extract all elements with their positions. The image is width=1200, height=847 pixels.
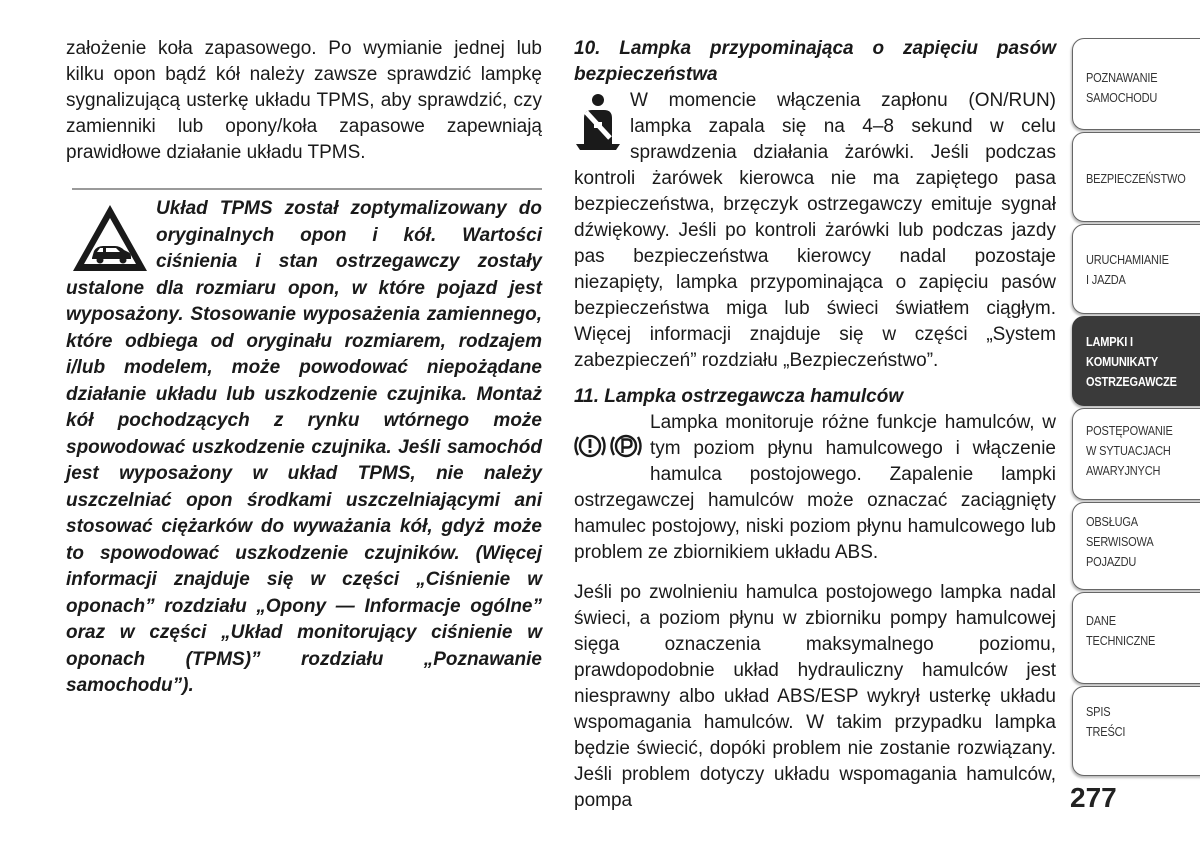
tab-uruchamianie-i-jazda[interactable] bbox=[1072, 224, 1200, 314]
warning-divider bbox=[72, 188, 542, 190]
warning-triangle-car-icon bbox=[70, 202, 150, 274]
tab-label-line2: SERWISOWA bbox=[1086, 535, 1154, 549]
tab-lampki-i-komunikaty[interactable] bbox=[1072, 316, 1200, 406]
tab-label-line1: LAMPKI I bbox=[1086, 335, 1133, 349]
section-10-text bbox=[574, 88, 1056, 374]
section-10-body: W momencie włączenia zapłonu (ON/RUN) lampka zapala się na 4–8 sekund w celu sprawdzenia działania żarówki. Jeśli podczas kontroli żarówek kierowca nie ma zapiętego pasa bezpieczeństwa, brzęczyk ostrzegawczy emituje sygnał dźwiękowy. Jeśli po kontroli żarówki lub podczas jazdy pas bezpieczeństwa kierowcy nadal pozostaje niezapięty, lampka przypominająca o zapięciu pasów bezpieczeństwa miga lub świeci światłem ciągłym. Więcej informacji znajduje się w części „System zabezpieczeń” rozdziału „Bezpieczeństwo”. bbox=[574, 90, 1056, 371]
tab-label-line1: DANE bbox=[1086, 614, 1116, 628]
warning-text: Układ TPMS został zoptymalizowany do oryginalnych opon i kół. Wartości ciśnienia i stan ostrzegawczy zostały ustalone dla rozmiaru opon, w które pojazd jest wyposażony. Stosowanie wyposażenia zamiennego, które odbiega od oryginału rozmiarem, rodzajem i/lub modelem, może powodować niepożądane działanie układu lub uszkodzenie czujnika. Montaż kół pochodzących z rynku wtórnego może spowodować uszkodzenie czujnika. Jeśli samochód jest wyposażony w układ TPMS, nie należy uszczelniać opon środkami uszczelniającymi ani stosować ciężarków do wyważania kół, gdyż może to spowodować uszkodzenie czujników. (Więcej informacji znajduje się w części „Ciśnienie w oponach” rozdziału „Opony — Informacje ogólne” oraz w części „Układ monitorujący ciśnienie w oponach (TPMS)” rozdziału „Poznawanie samochodu”). bbox=[66, 198, 542, 696]
warning-box bbox=[66, 196, 542, 700]
tab-label-line3: OSTRZEGAWCZE bbox=[1086, 375, 1177, 389]
intro-paragraph: założenie koła zapasowego. Po wymianie jednej lub kilku opon bądź kół należy zawsze sprawdzić lampkę sygnalizującą usterkę układu TPMS, aby sprawdzić, czy zamienniki lub opony/koła zapasowe zapewniają prawidłowe działanie układu TPMS. bbox=[66, 38, 542, 163]
tab-obsluga-serwisowa-pojazdu[interactable] bbox=[1072, 502, 1200, 590]
tab-label-line2: SAMOCHODU bbox=[1086, 91, 1158, 105]
right-column bbox=[574, 36, 1056, 814]
seatbelt-reminder-icon bbox=[572, 92, 624, 152]
tab-label-line1: POZNAWANIE bbox=[1086, 71, 1158, 85]
tab-label-line2: KOMUNIKATY bbox=[1086, 355, 1158, 369]
section-11-body: Lampka monitoruje różne funkcje hamulców, w tym poziom płynu hamulcowego i włączenie hamulca postojowego. Zapalenie lampki ostrzegawczej hamulców może oznaczać zaciągnięty hamulec postojowy, niski poziom płynu hamulcowego lub problem ze zbiornikiem układu ABS. bbox=[574, 412, 1056, 563]
tab-label-line1: POSTĘPOWANIE bbox=[1086, 424, 1173, 438]
page-number: 277 bbox=[1070, 782, 1117, 813]
tab-label-line2: I JAZDA bbox=[1086, 273, 1126, 287]
tab-label-line2: W SYTUACJACH bbox=[1086, 444, 1171, 458]
tab-label-line1: URUCHAMIANIE bbox=[1086, 253, 1169, 267]
section-11-heading: 11. Lampka ostrzegawcza hamulców bbox=[574, 386, 904, 407]
tab-spis-tresci[interactable] bbox=[1072, 686, 1200, 776]
tab-label-line1: OBSŁUGA bbox=[1086, 515, 1138, 529]
tab-label-line2: TECHNICZNE bbox=[1086, 634, 1156, 648]
left-column bbox=[66, 36, 542, 700]
section-11-continuation: Jeśli po zwolnieniu hamulca postojowego lampka nadal świeci, a poziom płynu w zbiorniku pompy hamulcowej sięga oznaczenia maksymalnego poziomu, prawdopodobnie układ hydrauliczny hamulców jest niesprawny albo układ ABS/ESP wykrył usterkę układu wspomagania hamulców. W takim przypadku lampka będzie świecić, dopóki problem nie zostanie rozwiązany. Jeśli problem dotyczy układu wspomagania hamulców, pompa bbox=[574, 582, 1056, 811]
tab-label-line3: POJAZDU bbox=[1086, 555, 1137, 569]
tab-dane-techniczne[interactable] bbox=[1072, 592, 1200, 684]
tab-label-line1: SPIS bbox=[1086, 705, 1111, 719]
tab-label-line3: AWARYJNYCH bbox=[1086, 464, 1161, 478]
section-11-text bbox=[574, 410, 1056, 566]
tab-postepowanie-w-sytuacjach-awaryjnych[interactable] bbox=[1072, 408, 1200, 500]
brake-warning-icon bbox=[572, 428, 644, 464]
tab-bezpieczenstwo[interactable] bbox=[1072, 132, 1200, 222]
section-10-heading: 10. Lampka przypominająca o zapięciu pasów bezpieczeństwa bbox=[574, 38, 1056, 85]
tab-label-line2: TREŚCI bbox=[1086, 725, 1126, 739]
tab-label-line1: BEZPIECZEŃSTWO bbox=[1086, 172, 1186, 186]
tab-poznawanie-samochodu[interactable] bbox=[1072, 38, 1200, 130]
